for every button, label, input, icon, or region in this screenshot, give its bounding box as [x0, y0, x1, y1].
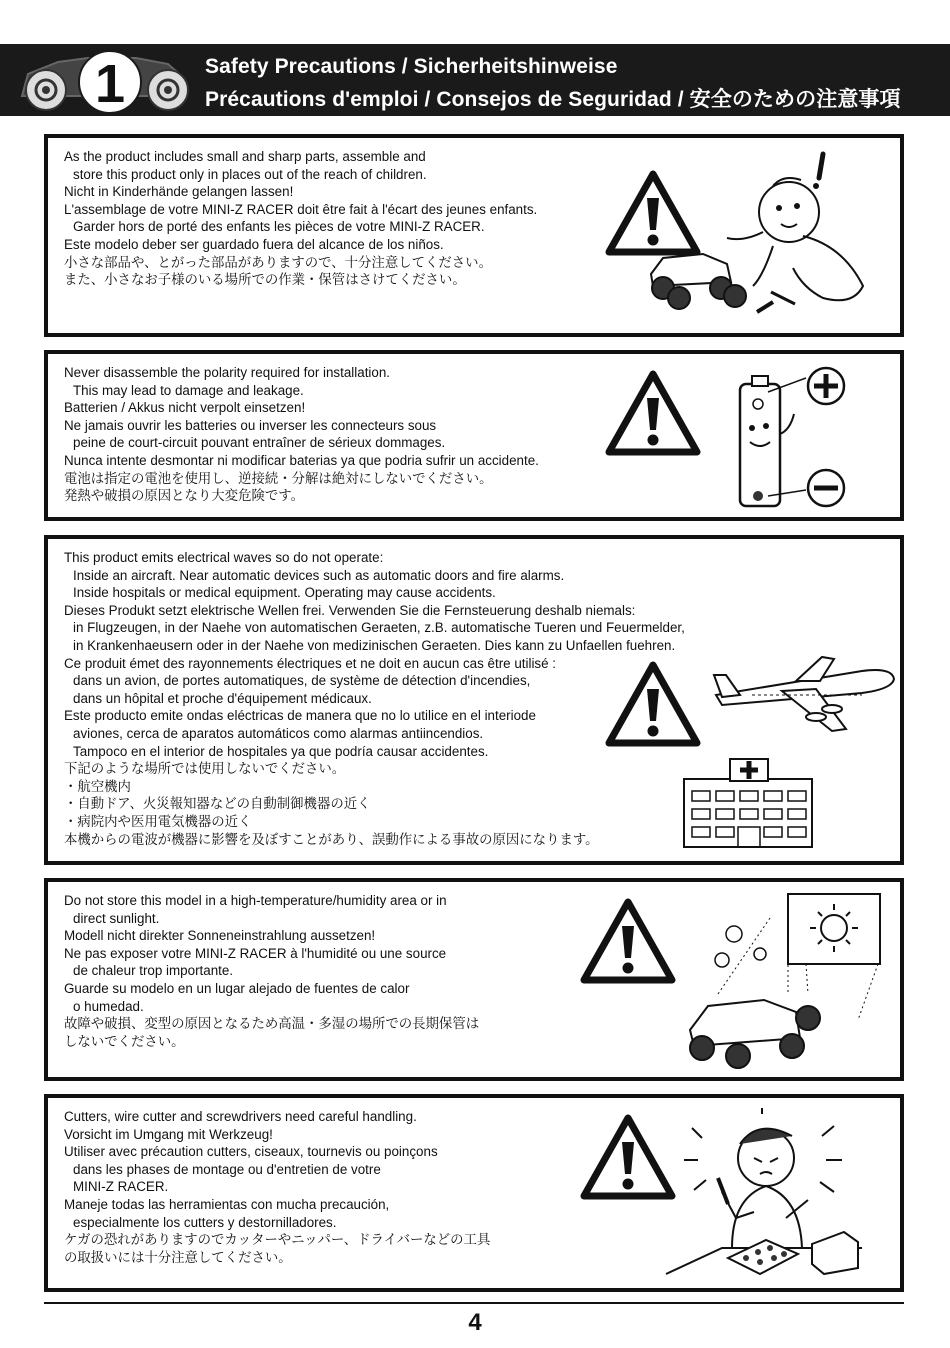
text-line: Ne pas exposer votre MINI-Z RACER à l'humidité ou une source: [64, 945, 447, 961]
safety-text-heat-humidity: [64, 892, 479, 1050]
section-header: [0, 44, 950, 116]
text-line: Dieses Produkt setzt elektrische Wellen frei. Verwenden Sie die Fernsteuerung deshalb niemals:: [64, 602, 636, 618]
header-title-line2: Précautions d'emploi / Consejos de Seguridad / 安全のための注意事項: [205, 88, 901, 111]
header-title-line1: Safety Precautions / Sicherheitshinweise: [205, 55, 618, 78]
text-line: Nunca intente desmontar ni modificar baterias ya que podria sufrir un accidente.: [64, 452, 539, 468]
text-line: This product emits electrical waves so do not operate:: [64, 550, 384, 565]
text-line: Inside an aircraft. Near automatic devices such as automatic doors and fire alarms.: [73, 567, 565, 583]
text-line: ・病院内や医用電気機器の近く: [64, 813, 252, 829]
text-line: store this product only in places out of the reach of children.: [73, 166, 427, 182]
text-line: Vorsicht im Umgang mit Werkzeug!: [64, 1126, 273, 1142]
battery-polarity-illustration-icon: [728, 362, 878, 514]
text-line: MINI-Z RACER.: [73, 1179, 169, 1195]
warning-triangle-icon: [578, 896, 678, 986]
text-line: Do not store this model in a high-temperature/humidity area or in: [64, 893, 447, 908]
text-line: Maneje todas las herramientas con mucha precaución,: [64, 1196, 390, 1212]
text-line: dans un hôpital et proche d'équipement médicaux.: [73, 690, 372, 706]
text-line: Modell nicht direkter Sonneneinstrahlung aussetzen!: [64, 928, 376, 944]
text-line: Never disassemble the polarity required for installation.: [64, 365, 390, 380]
text-line: especialmente los cutters y destornilladores.: [73, 1214, 337, 1230]
text-line: Batterien / Akkus nicht verpolt einsetzen!: [64, 400, 306, 416]
text-line: ケガの恐れがありますのでカッターやニッパー、ドライバーなどの工具: [64, 1232, 491, 1248]
text-line: Garder hors de porté des enfants les pièces de votre MINI-Z RACER.: [73, 219, 485, 235]
footer-rule: [44, 1302, 904, 1304]
safety-box-electrical-waves: [44, 535, 904, 865]
text-line: しないでください。: [64, 1033, 185, 1049]
text-line: L'assemblage de votre MINI-Z RACER doit être fait à l'écart des jeunes enfants.: [64, 201, 538, 217]
text-line: As the product includes small and sharp parts, assemble and: [64, 149, 426, 164]
safety-box-children: [44, 134, 904, 337]
text-line: peine de court-circuit pouvant entraîner de sérieux dommages.: [73, 435, 446, 451]
text-line: Ne jamais ouvrir les batteries ou inverser les connecteurs sous: [64, 417, 437, 433]
text-line: in Flugzeugen, in der Naehe von automatischen Geraeten, z.B. automatische Tueren und Feuermelder,: [73, 620, 685, 636]
buggy-section-badge-icon: [18, 44, 198, 116]
safety-text-batteries: [64, 364, 539, 505]
safety-text-children: [64, 148, 537, 289]
safety-box-heat-humidity: [44, 878, 904, 1081]
warning-triangle-icon: [603, 659, 703, 749]
airplane-illustration-icon: [712, 655, 898, 747]
text-line: 本機からの電波が機器に影響を及ぼすことがあり、誤動作による事故の原因になります。: [64, 831, 599, 847]
text-line: 小さな部品や、とがった部品がありますので、十分注意してください。: [64, 254, 492, 270]
person-cutting-finger-illustration-icon: [662, 1108, 862, 1280]
text-line: Este producto emite ondas eléctricas de manera que no lo utilice en el interiode: [64, 708, 536, 724]
child-with-parts-illustration-icon: [623, 146, 883, 326]
safety-text-tools: [64, 1108, 490, 1266]
text-line: o humedad.: [73, 998, 144, 1014]
text-line: direct sunlight.: [73, 910, 160, 926]
text-line: ・自動ドア、火災報知器などの自動制御機器の近く: [64, 796, 371, 812]
page-number: 4: [468, 1309, 482, 1336]
text-line: dans un avion, de portes automatiques, de système de détection d'incendies,: [73, 673, 531, 689]
text-line: aviones, cerca de aparatos automáticos como alarmas antiincendios.: [73, 725, 484, 741]
safety-box-batteries: [44, 350, 904, 521]
text-line: ・航空機内: [64, 778, 131, 794]
text-line: Tampoco en el interior de hospitales ya que podría causar accidentes.: [73, 743, 489, 759]
sun-and-car-illustration-icon: [678, 890, 888, 1070]
text-line: Ce produit émet des rayonnements électriques et ne doit en aucun cas être utilisé :: [64, 655, 557, 671]
text-line: dans les phases de montage ou d'entretien de votre: [73, 1161, 381, 1177]
text-line: Nicht in Kinderhände gelangen lassen!: [64, 184, 294, 200]
text-line: 発熱や破損の原因となり大変危険です。: [64, 488, 304, 504]
text-line: This may lead to damage and leakage.: [73, 382, 304, 398]
text-line: また、小さなお子様のいる場所での作業・保管はさけてください。: [64, 272, 466, 288]
text-line: 下記のような場所では使用しないでください。: [64, 761, 346, 777]
text-line: Cutters, wire cutter and screwdrivers need careful handling.: [64, 1109, 417, 1124]
section-number: 1: [94, 54, 126, 114]
text-line: Utiliser avec précaution cutters, ciseaux, tournevis ou poinçons: [64, 1144, 438, 1160]
text-line: 電池は指定の電池を使用し、逆接続・分解は絶対にしないでください。: [64, 470, 493, 486]
text-line: の取扱いには十分注意してください。: [64, 1249, 292, 1265]
warning-triangle-icon: [603, 368, 703, 458]
hospital-illustration-icon: [680, 751, 818, 851]
text-line: Inside hospitals or medical equipment. Operating may cause accidents.: [73, 585, 496, 601]
text-line: de chaleur trop importante.: [73, 963, 234, 979]
text-line: Guarde su modelo en un lugar alejado de fuentes de calor: [64, 980, 410, 996]
text-line: Este modelo deber ser guardado fuera del alcance de los niños.: [64, 236, 444, 252]
safety-text-electrical-waves: [64, 549, 685, 848]
text-line: 故障や破損、変型の原因となるため高温・多湿の場所での長期保管は: [64, 1016, 480, 1032]
text-line: in Krankenhaeusern oder in der Naehe von medizinischen Geraeten. Dies kann zu Unfaellen fuehren.: [73, 637, 676, 653]
safety-box-tools: [44, 1094, 904, 1292]
